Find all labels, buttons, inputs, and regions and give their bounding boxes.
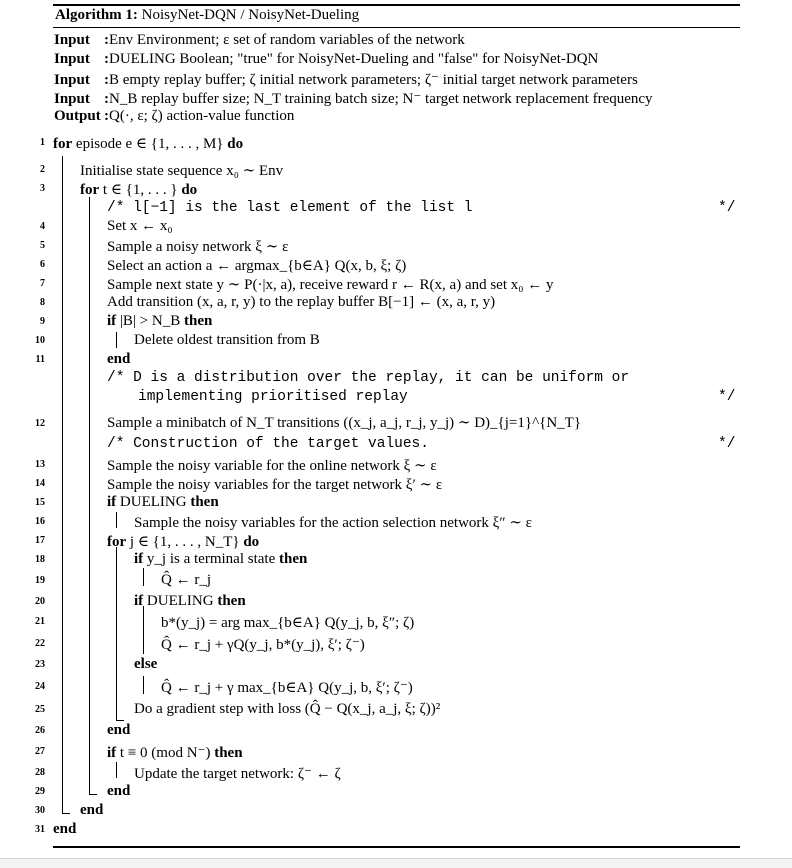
block-line-episode bbox=[62, 156, 63, 814]
io-key: Input bbox=[54, 32, 90, 48]
io-text: B empty replay buffer; ζ initial network parameters; ζ⁻ initial target network parameters bbox=[109, 72, 638, 88]
line-number: 16 bbox=[35, 516, 45, 527]
title-rule bbox=[53, 27, 740, 28]
line-number: 30 bbox=[35, 805, 45, 816]
line-number: 20 bbox=[35, 596, 45, 607]
algo-line: end bbox=[53, 821, 77, 837]
algorithm-label: Algorithm 1: bbox=[55, 7, 138, 23]
block-line-if-B bbox=[116, 332, 117, 348]
io-key: Input bbox=[54, 72, 90, 88]
line-number: 22 bbox=[35, 638, 45, 649]
algo-comment: implementing prioritised replay bbox=[138, 389, 408, 405]
algo-line: Initialise state sequence x₀ ∼ Env bbox=[80, 163, 284, 179]
top-rule bbox=[53, 4, 740, 6]
block-line-terminal bbox=[143, 568, 144, 586]
block-line-for-j bbox=[116, 547, 117, 721]
algo-line: if |B| > N_B then bbox=[107, 313, 213, 329]
algo-line: if DUELING then bbox=[107, 494, 219, 510]
io-input-2: Input :DUELING Boolean; "true" for NoisyNet-Dueling and "false" for NoisyNet-DQN bbox=[54, 51, 599, 67]
io-output: Output :Q(·, ε; ζ) action-value function bbox=[54, 108, 295, 124]
block-hook-for-j bbox=[116, 720, 124, 721]
algo-line: Add transition (x, a, r, y) to the replay buffer B[−1] ← (x, a, r, y) bbox=[107, 294, 496, 310]
line-number: 18 bbox=[35, 554, 45, 565]
algo-line: Update the target network: ζ⁻ ← ζ bbox=[134, 766, 341, 782]
algo-line: for t ∈ {1, . . . } do bbox=[80, 182, 198, 198]
line-number: 27 bbox=[35, 746, 45, 757]
algo-line: Delete oldest transition from B bbox=[134, 332, 320, 348]
comment-end: */ bbox=[718, 389, 736, 405]
algo-line: end bbox=[80, 802, 104, 818]
line-number: 6 bbox=[40, 259, 45, 270]
block-line-else bbox=[143, 676, 144, 694]
algo-line: Sample the noisy variables for the target network ξ′ ∼ ε bbox=[107, 477, 443, 493]
algo-line: Sample a minibatch of N_T transitions ((x_j, a_j, r_j, y_j) ∼ D)_{j=1}^{N_T} bbox=[107, 415, 582, 431]
algo-line: Set x ← x₀ bbox=[107, 218, 173, 234]
line-number: 14 bbox=[35, 478, 45, 489]
io-input-1: Input :Env Environment; ε set of random variables of the network bbox=[54, 32, 465, 48]
line-number: 3 bbox=[40, 183, 45, 194]
algo-line: Sample a noisy network ξ ∼ ε bbox=[107, 239, 289, 255]
block-hook-episode bbox=[62, 813, 70, 814]
line-number: 25 bbox=[35, 704, 45, 715]
line-number: 28 bbox=[35, 767, 45, 778]
bottom-rule bbox=[53, 846, 740, 848]
io-key: Input bbox=[54, 91, 90, 107]
io-input-3: Input :B empty replay buffer; ζ initial network parameters; ζ⁻ initial target network parameters bbox=[54, 72, 638, 88]
algo-line: Select an action a ← argmax_{b∈A} Q(x, b, ξ; ζ) bbox=[107, 258, 407, 274]
line-number: 15 bbox=[35, 497, 45, 508]
algo-line: end bbox=[107, 351, 131, 367]
line-number: 4 bbox=[40, 221, 45, 232]
line-number: 23 bbox=[35, 659, 45, 670]
block-line-if-t bbox=[116, 762, 117, 778]
line-number: 8 bbox=[40, 297, 45, 308]
algo-line: Do a gradient step with loss (Q̂ − Q(x_j, a_j, ξ; ζ))² bbox=[134, 701, 441, 717]
algo-line: Sample the noisy variables for the action selection network ξ″ ∼ ε bbox=[134, 515, 532, 531]
algo-line: if y_j is a terminal state then bbox=[134, 551, 308, 567]
block-line-dueling-2 bbox=[143, 606, 144, 654]
line-number: 21 bbox=[35, 616, 45, 627]
algo-line: Q̂ ← r_j + γQ(y_j, b*(y_j), ξ′; ζ⁻) bbox=[161, 637, 365, 653]
algo-line: else bbox=[134, 656, 158, 672]
line-number: 7 bbox=[40, 278, 45, 289]
io-input-4: Input :N_B replay buffer size; N_T training batch size; N⁻ target network replacement frequency bbox=[54, 91, 653, 107]
block-line-if-dueling bbox=[116, 512, 117, 528]
line-number: 12 bbox=[35, 418, 45, 429]
io-text: Q(·, ε; ζ) action-value function bbox=[109, 108, 295, 124]
line-number: 2 bbox=[40, 164, 45, 175]
line-number: 1 bbox=[40, 137, 45, 148]
line-number: 9 bbox=[40, 316, 45, 327]
algorithm-name: NoisyNet-DQN / NoisyNet-Dueling bbox=[141, 7, 360, 23]
io-text: DUELING Boolean; "true" for NoisyNet-Dueling and "false" for NoisyNet-DQN bbox=[109, 51, 599, 67]
algo-comment: /* l[−1] is the last element of the list l bbox=[107, 200, 473, 216]
line-number: 31 bbox=[35, 824, 45, 835]
algo-line: if DUELING then bbox=[134, 593, 246, 609]
algo-line: Q̂ ← r_j + γ max_{b∈A} Q(y_j, b, ξ′; ζ⁻) bbox=[161, 680, 413, 696]
algo-line: end bbox=[107, 722, 131, 738]
line-number: 29 bbox=[35, 786, 45, 797]
algo-comment: /* Construction of the target values. bbox=[107, 436, 429, 452]
algo-line: for j ∈ {1, . . . , N_T} do bbox=[107, 534, 260, 550]
comment-end: */ bbox=[718, 200, 736, 216]
io-key: Input bbox=[54, 51, 90, 67]
io-text: N_B replay buffer size; N_T training batch size; N⁻ target network replacement frequency bbox=[109, 91, 653, 107]
block-hook-t bbox=[89, 794, 97, 795]
line-number: 10 bbox=[35, 335, 45, 346]
line-number: 26 bbox=[35, 725, 45, 736]
line-number: 19 bbox=[35, 575, 45, 586]
algo-line: for episode e ∈ {1, . . . , M} do bbox=[53, 136, 244, 152]
algo-comment: /* D is a distribution over the replay, it can be uniform or bbox=[107, 370, 630, 386]
line-number: 17 bbox=[35, 535, 45, 546]
line-number: 24 bbox=[35, 681, 45, 692]
block-line-t bbox=[89, 197, 90, 795]
algo-line: Sample the noisy variable for the online network ξ ∼ ε bbox=[107, 458, 437, 474]
io-text: Env Environment; ε set of random variables of the network bbox=[109, 32, 465, 48]
algo-line: Sample next state y ∼ P(·|x, a), receive reward r ← R(x, a) and set x₀ ← y bbox=[107, 277, 554, 293]
line-number: 5 bbox=[40, 240, 45, 251]
algo-line: b*(y_j) = arg max_{b∈A} Q(y_j, b, ξ″; ζ) bbox=[161, 615, 415, 631]
comment-end: */ bbox=[718, 436, 736, 452]
line-number: 11 bbox=[35, 354, 45, 365]
algo-line: Q̂ ← r_j bbox=[161, 572, 211, 588]
line-number: 13 bbox=[35, 459, 45, 470]
algo-line: end bbox=[107, 783, 131, 799]
algorithm-title bbox=[55, 7, 359, 24]
algo-line: if t ≡ 0 (mod N⁻) then bbox=[107, 745, 243, 761]
io-key: Output bbox=[54, 108, 101, 124]
